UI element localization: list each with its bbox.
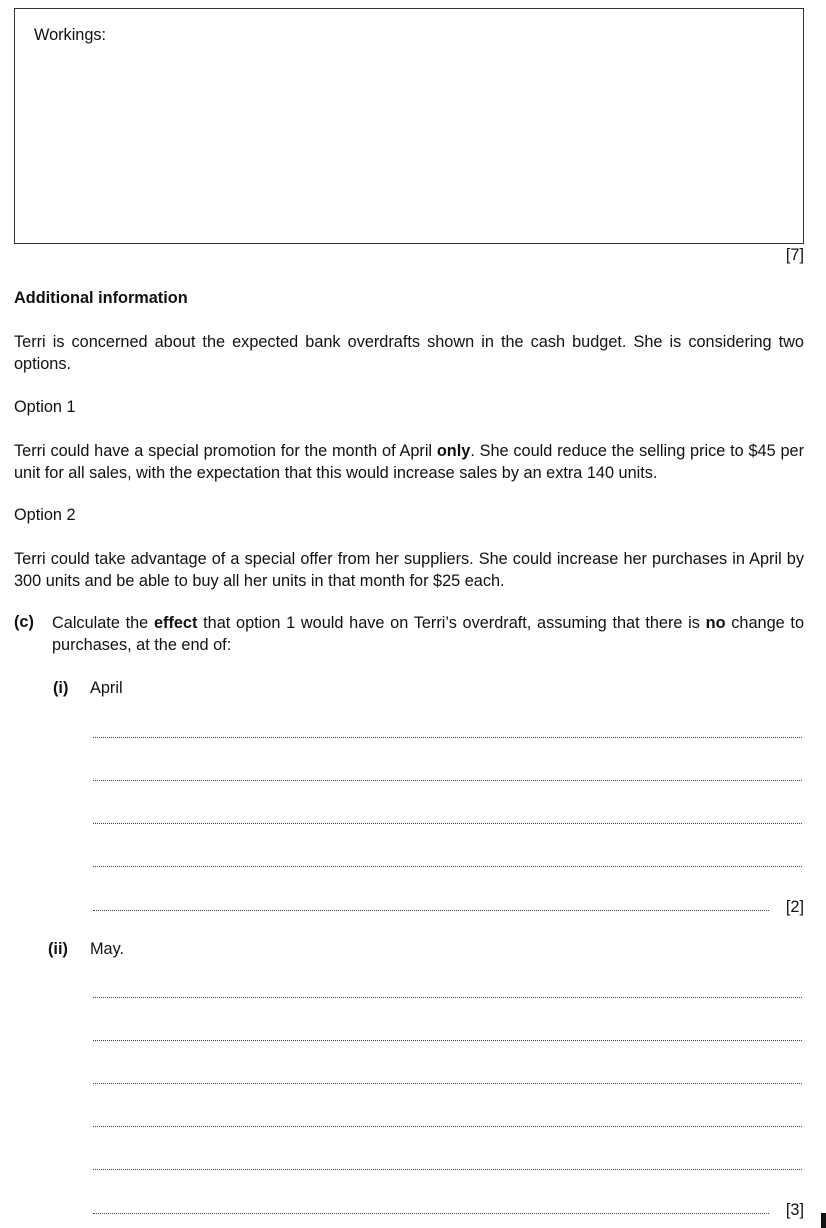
answer-line[interactable] <box>93 997 802 998</box>
mark-3: [3] <box>785 1201 804 1219</box>
answer-line[interactable] <box>93 737 802 738</box>
answer-line[interactable] <box>93 866 802 867</box>
section-heading: Additional information <box>14 289 188 307</box>
part-i-text: April <box>90 679 123 697</box>
answer-line[interactable] <box>93 780 802 781</box>
mark-2: [2] <box>785 898 804 916</box>
part-ii-text: May. <box>90 940 125 958</box>
mark-7: [7] <box>785 246 804 264</box>
text: that option 1 would have on Terri’s overdraft, assuming that there is <box>197 614 706 632</box>
option2-title: Option 2 <box>14 506 76 524</box>
page-edge-marker <box>821 1213 826 1228</box>
answer-line[interactable] <box>93 1213 769 1214</box>
intro-paragraph: Terri is concerned about the expected bank overdrafts shown in the cash budget. She is considering two options. <box>14 333 804 373</box>
option2-text: Terri could take advantage of a special offer from her suppliers. She could increase her purchases in April by 300 units and be able to buy all her units in that month for $25 each. <box>14 550 804 590</box>
part-ii-label: (ii) <box>48 940 68 958</box>
bold-text: only <box>436 442 471 460</box>
text: . She could reduce the selling price to $45 per unit for all sales, with the expectation that this would increase sales by an extra 140 units. <box>14 442 804 482</box>
workings-box[interactable] <box>14 8 804 244</box>
workings-label: Workings: <box>34 26 107 44</box>
text: change to purchases, at the end of: <box>52 614 805 654</box>
answer-line[interactable] <box>93 1126 802 1127</box>
answer-line[interactable] <box>93 910 769 911</box>
question-c-text <box>52 613 804 656</box>
bold-text: no <box>705 614 726 632</box>
option1-title: Option 1 <box>14 398 76 416</box>
bold-text: effect <box>153 614 198 632</box>
answer-line[interactable] <box>93 1169 802 1170</box>
answer-line[interactable] <box>93 1083 802 1084</box>
text: Calculate the <box>52 614 154 632</box>
answer-line[interactable] <box>93 1040 802 1041</box>
option1-text <box>14 441 804 484</box>
question-c-label: (c) <box>14 613 34 631</box>
part-i-label: (i) <box>53 679 69 697</box>
answer-line[interactable] <box>93 823 802 824</box>
text: Terri could have a special promotion for the month of April <box>14 442 437 460</box>
